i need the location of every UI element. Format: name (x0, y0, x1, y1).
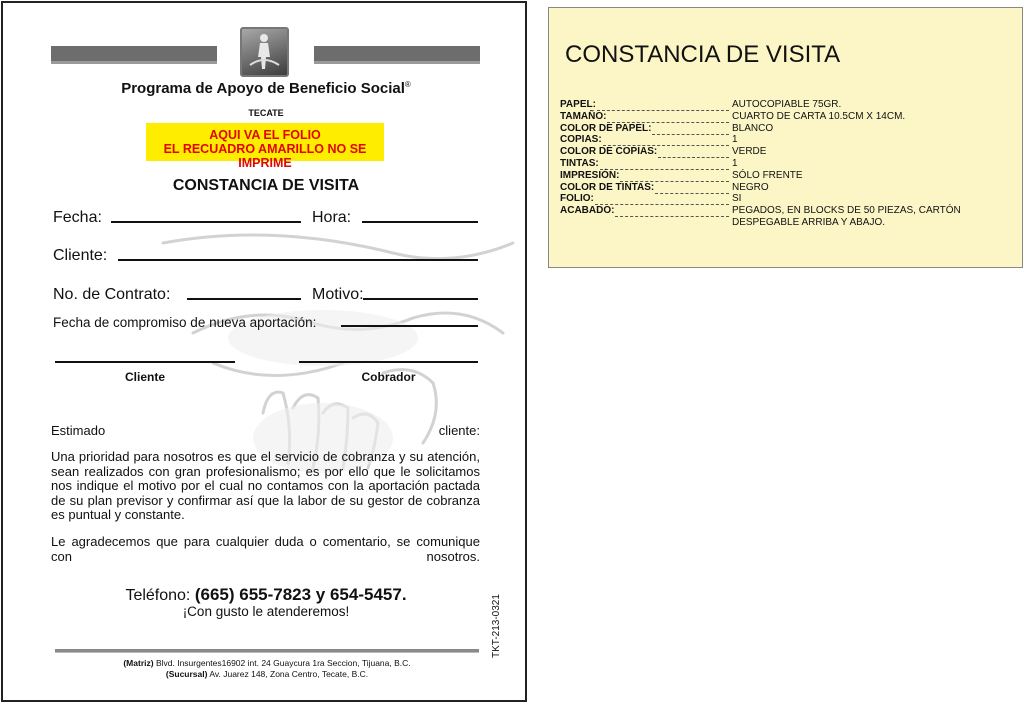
phone-label: Teléfono: (125, 587, 191, 604)
phone-subtitle: ¡Con gusto le atenderemos! (182, 604, 350, 619)
program-title: Programa de Apoyo de Beneficio Social® (121, 80, 411, 97)
spec-value: AUTOCOPIABLE 75GR. (732, 99, 842, 110)
reason-label: Motivo: (312, 286, 364, 303)
spec-key-label: FOLIO: (560, 193, 594, 205)
collector-signature-label: Cobrador (361, 370, 416, 384)
spec-row (560, 182, 1020, 194)
organization-logo (240, 27, 289, 77)
client-line[interactable] (118, 259, 478, 261)
greeting-right: cliente: (438, 423, 480, 438)
spec-row (560, 205, 1020, 217)
footer-divider (55, 649, 479, 653)
print-spec-card (548, 7, 1023, 268)
phone-line (3, 585, 527, 605)
spec-value: PEGADOS, EN BLOCKS DE 50 PIEZAS, CARTÓN (732, 205, 961, 217)
spec-row (560, 134, 1020, 146)
folio-placeholder-box (146, 123, 384, 170)
reason-line[interactable] (363, 298, 478, 300)
spec-key (560, 158, 729, 170)
spec-key (560, 170, 729, 182)
spec-title: CONSTANCIA DE VISITA (565, 41, 841, 68)
body-paragraph-2: Le agradecemos que para cualquier duda o comentario, se comunique con nosotros. (51, 534, 480, 564)
header-bar-left (51, 46, 217, 64)
folio-line-1: AQUI VA EL FOLIO (209, 128, 321, 142)
time-label: Hora: (312, 209, 352, 226)
spec-row (560, 158, 1020, 170)
spec-value: SI (732, 193, 742, 205)
form-title: CONSTANCIA DE VISITA (172, 177, 360, 194)
spec-key-label: COPIAS: (560, 134, 602, 146)
client-signature-label: Cliente (124, 370, 165, 384)
address-matriz: (Matriz) Blvd. Insurgentes16902 int. 24 Guaycura 1ra Seccion, Tijuana, B.C. (123, 658, 411, 668)
spec-row (560, 123, 1020, 135)
spec-key (560, 111, 729, 123)
spec-value: DESPEGABLE ARRIBA Y ABAJO. (732, 217, 886, 228)
spec-key-label: ACABADO: (560, 205, 615, 217)
spec-key-label: TINTAS: (560, 158, 599, 169)
body-paragraph-1: Una prioridad para nosotros es que el servicio de cobranza y su atención, sean realizados con gran profesionalismo; es por ello que le solicitamos nos indique el motivo por el cual no contamos con la aportación pactada de su plan previsor y confirmar así que la labor de su gestor de cobranza es puntual y constante. (51, 449, 480, 522)
spec-row (560, 146, 1020, 158)
client-label: Cliente: (53, 247, 108, 264)
spec-key-label: COLOR DE TINTAS: (560, 181, 655, 193)
spec-key-label: PAPEL: (560, 99, 596, 110)
spec-key (560, 205, 729, 217)
contract-line[interactable] (187, 298, 301, 300)
contract-label: No. de Contrato: (53, 286, 171, 303)
spec-value: VERDE (732, 146, 767, 158)
client-signature-line[interactable] (55, 361, 235, 363)
spec-key (560, 182, 729, 194)
time-line[interactable] (362, 221, 478, 223)
visit-record-form (1, 1, 527, 702)
spec-key (560, 123, 729, 135)
spec-key (560, 193, 729, 205)
address-sucursal: (Sucursal) Av. Juarez 148, Zona Centro, Tecate, B.C. (165, 669, 369, 679)
spec-value: NEGRO (732, 181, 769, 193)
spec-key-label: COLOR DE COPIAS: (560, 146, 658, 158)
spec-value: 1 (732, 158, 738, 169)
collector-signature-line[interactable] (299, 361, 478, 363)
spec-key-label: IMPRESIÓN: (560, 169, 620, 181)
spec-row (560, 193, 1020, 205)
folio-line-2: EL RECUADRO AMARILLO NO SE IMPRIME (163, 142, 367, 170)
spec-key (560, 134, 729, 146)
form-code: TKT-213-0321 (491, 594, 502, 658)
commitment-date-label: Fecha de compromiso de nueva aportación: (53, 315, 317, 330)
spec-value: SÓLO FRENTE (732, 169, 803, 181)
spec-key (560, 146, 729, 158)
spec-value: BLANCO (732, 122, 774, 134)
header-bar-right (314, 46, 480, 64)
spec-key-label: TAMAÑO: (560, 110, 607, 122)
spec-row (560, 217, 1020, 229)
spec-key (560, 99, 729, 111)
phone-numbers: (665) 655-7823 y 654-5457. (194, 585, 407, 604)
city-label: TECATE (248, 108, 284, 118)
spec-row (560, 170, 1020, 182)
spec-key-label: COLOR DE PAPEL: (560, 122, 652, 134)
spec-row (560, 99, 1020, 111)
spec-row (560, 111, 1020, 123)
spec-value: CUARTO DE CARTA 10.5CM X 14CM. (732, 110, 906, 122)
commitment-date-line[interactable] (341, 325, 478, 327)
date-line[interactable] (111, 221, 301, 223)
greeting-left: Estimado (51, 423, 106, 438)
spec-value: 1 (732, 134, 738, 146)
date-label: Fecha: (53, 209, 102, 226)
